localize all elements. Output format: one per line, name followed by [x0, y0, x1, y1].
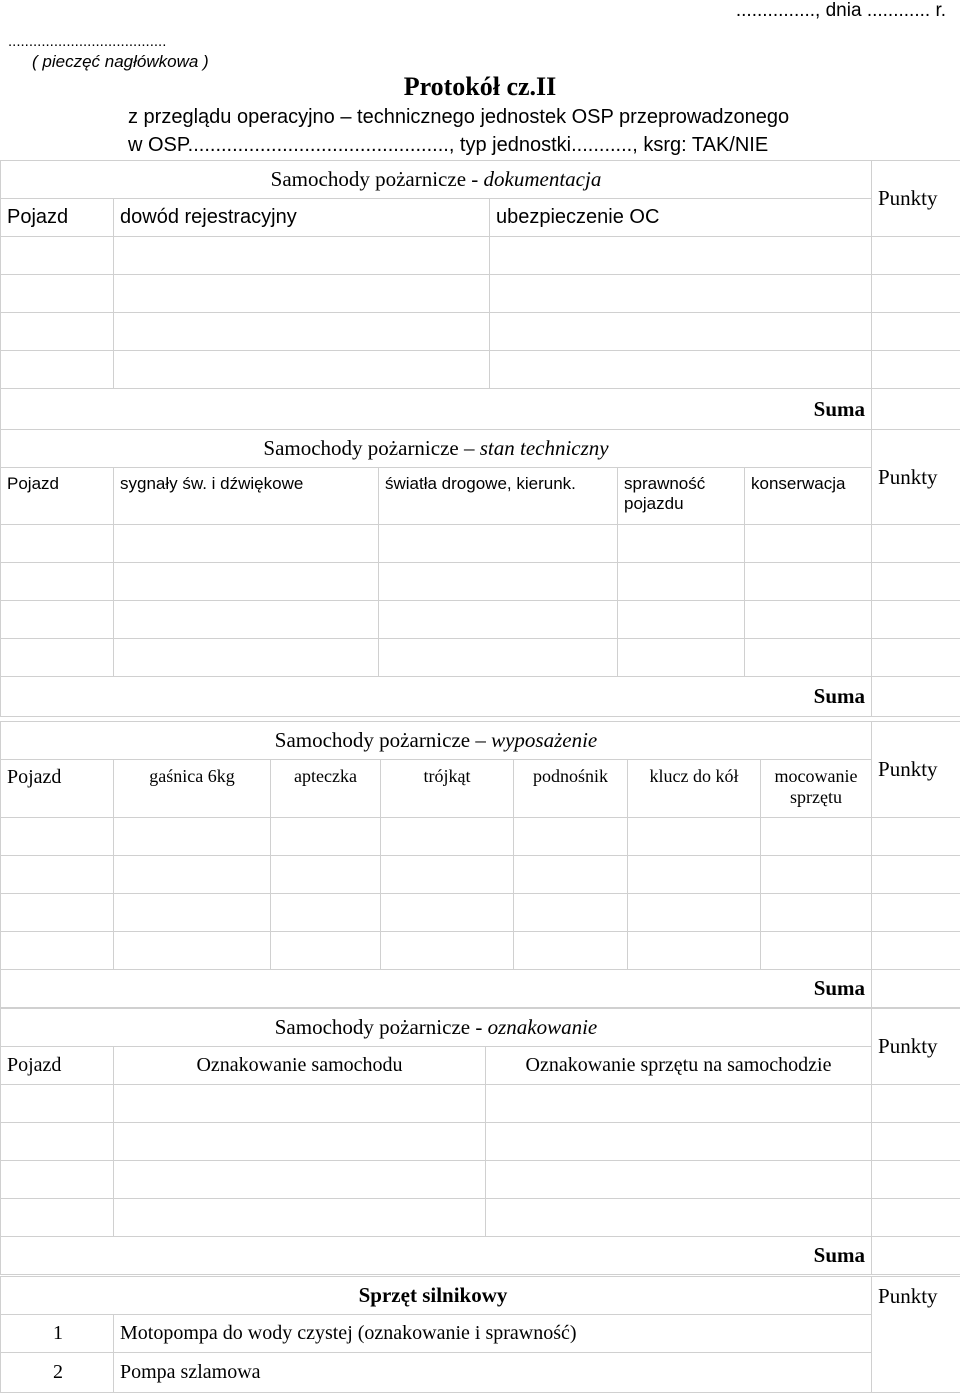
- cell[interactable]: [486, 1161, 872, 1199]
- suma-cell[interactable]: [872, 389, 960, 430]
- cell[interactable]: [745, 525, 872, 563]
- col-sygnaly: sygnały św. i dźwiękowe: [114, 468, 379, 525]
- cell[interactable]: [381, 932, 514, 970]
- table-row: [1, 601, 960, 639]
- table-row: [1, 1199, 960, 1237]
- table-row: [1, 932, 960, 970]
- cell[interactable]: [379, 525, 618, 563]
- section-title-stan-techniczny: Samochody pożarnicze – stan techniczny: [1, 430, 872, 468]
- table-row: [1, 1161, 960, 1199]
- cell[interactable]: [872, 237, 960, 275]
- cell[interactable]: [1, 313, 114, 351]
- cell[interactable]: [618, 525, 745, 563]
- suma-label: Suma: [1, 970, 872, 1008]
- cell[interactable]: [1, 1123, 114, 1161]
- row-label: Motopompa do wody czystej (oznakowanie i sprawność): [114, 1315, 872, 1353]
- section-title-dokumentacja: Samochody pożarnicze - dokumentacja: [1, 161, 872, 199]
- cell[interactable]: [490, 275, 872, 313]
- cell[interactable]: [872, 313, 960, 351]
- cell[interactable]: [486, 1123, 872, 1161]
- col-gasnica: gaśnica 6kg: [114, 760, 271, 818]
- cell[interactable]: [872, 639, 960, 677]
- cell[interactable]: [618, 639, 745, 677]
- subtitle-line-2: w OSP..............................................., typ jednostki..........., ksrg: TAK/NIE: [128, 134, 769, 156]
- cell[interactable]: [872, 525, 960, 563]
- cell[interactable]: [114, 525, 379, 563]
- document-title: Protokół cz.II: [403, 72, 557, 101]
- section-title-wyposazenie: Samochody pożarnicze – wyposażenie: [1, 722, 872, 760]
- cell[interactable]: [872, 1161, 960, 1199]
- cell[interactable]: [872, 601, 960, 639]
- col-sprawnosc: sprawność pojazdu: [618, 468, 745, 525]
- table-row: [1, 525, 960, 563]
- cell[interactable]: [1, 237, 114, 275]
- row-label: Pompa szlamowa: [114, 1353, 872, 1393]
- cell[interactable]: [381, 894, 514, 932]
- col-pojazd: Pojazd: [1, 1047, 114, 1085]
- table-row: [1, 351, 960, 389]
- cell[interactable]: [114, 1123, 486, 1161]
- suma-cell[interactable]: [872, 1237, 960, 1275]
- punkty-label: Punkty: [872, 1277, 960, 1393]
- cell[interactable]: [1, 525, 114, 563]
- cell[interactable]: [114, 313, 490, 351]
- cell[interactable]: [114, 1085, 486, 1123]
- cell[interactable]: [872, 856, 960, 894]
- cell[interactable]: [114, 1161, 486, 1199]
- suma-cell[interactable]: [872, 677, 960, 717]
- cell[interactable]: [114, 894, 271, 932]
- cell[interactable]: [271, 894, 381, 932]
- cell[interactable]: [271, 932, 381, 970]
- table-row: [1, 1353, 960, 1393]
- stamp-label: ( pieczęć nagłówkowa ): [32, 52, 209, 71]
- col-apteczka: apteczka: [271, 760, 381, 818]
- table-row: [1, 856, 960, 894]
- table-row: [1, 1315, 960, 1353]
- cell[interactable]: [761, 894, 872, 932]
- col-mocowanie: mocowanie sprzętu: [761, 760, 872, 818]
- table-row: [1, 1123, 960, 1161]
- cell[interactable]: [514, 818, 628, 856]
- cell[interactable]: [761, 818, 872, 856]
- table-row: [1, 275, 960, 313]
- cell[interactable]: [872, 818, 960, 856]
- cell[interactable]: [514, 932, 628, 970]
- table-wyposazenie: [0, 721, 960, 1008]
- cell[interactable]: [628, 818, 761, 856]
- row-number: 2: [1, 1353, 114, 1393]
- cell[interactable]: [745, 601, 872, 639]
- cell[interactable]: [114, 275, 490, 313]
- cell[interactable]: [514, 856, 628, 894]
- cell[interactable]: [271, 818, 381, 856]
- cell[interactable]: [114, 856, 271, 894]
- cell[interactable]: [872, 563, 960, 601]
- cell[interactable]: [379, 563, 618, 601]
- cell[interactable]: [1, 818, 114, 856]
- cell[interactable]: [514, 894, 628, 932]
- table-row: [1, 237, 960, 275]
- cell[interactable]: [1, 856, 114, 894]
- suma-label: Suma: [1, 1237, 872, 1275]
- section-title-sprzet-silnikowy: Sprzęt silnikowy: [1, 1277, 872, 1315]
- suma-label: Suma: [1, 389, 872, 430]
- punkty-label: Punkty: [872, 161, 960, 237]
- cell[interactable]: [1, 1161, 114, 1199]
- table-sprzet-silnikowy: [0, 1276, 960, 1393]
- cell[interactable]: [1, 1199, 114, 1237]
- table-row: [1, 1085, 960, 1123]
- cell[interactable]: [379, 601, 618, 639]
- cell[interactable]: [761, 932, 872, 970]
- col-podnosnik: podnośnik: [514, 760, 628, 818]
- cell[interactable]: [745, 563, 872, 601]
- section-title-oznakowanie: Samochody pożarnicze - oznakowanie: [1, 1009, 872, 1047]
- cell[interactable]: [745, 639, 872, 677]
- cell[interactable]: [628, 932, 761, 970]
- table-row: [1, 639, 960, 677]
- suma-cell[interactable]: [872, 970, 960, 1008]
- cell[interactable]: [379, 639, 618, 677]
- cell[interactable]: [1, 601, 114, 639]
- cell[interactable]: [872, 894, 960, 932]
- cell[interactable]: [114, 351, 490, 389]
- cell[interactable]: [872, 932, 960, 970]
- col-oznakowanie-samochodu: Oznakowanie samochodu: [114, 1047, 486, 1085]
- col-ubezpieczenie: ubezpieczenie OC: [490, 199, 872, 237]
- cell[interactable]: [872, 275, 960, 313]
- cell[interactable]: [872, 351, 960, 389]
- date-line: ..............., dnia ............ r.: [735, 0, 946, 21]
- cell[interactable]: [628, 856, 761, 894]
- punkty-label: Punkty: [872, 1009, 960, 1085]
- table-row: [1, 818, 960, 856]
- cell[interactable]: [114, 563, 379, 601]
- cell[interactable]: [490, 313, 872, 351]
- cell[interactable]: [1, 275, 114, 313]
- cell[interactable]: [381, 818, 514, 856]
- row-number: 1: [1, 1315, 114, 1353]
- table-row: [1, 894, 960, 932]
- col-klucz: klucz do kół: [628, 760, 761, 818]
- cell[interactable]: [618, 563, 745, 601]
- col-pojazd: Pojazd: [1, 468, 114, 525]
- cell[interactable]: [872, 1199, 960, 1237]
- col-dowod: dowód rejestracyjny: [114, 199, 490, 237]
- table-row: [1, 313, 960, 351]
- cell[interactable]: [114, 601, 379, 639]
- cell[interactable]: [114, 237, 490, 275]
- cell[interactable]: [490, 351, 872, 389]
- cell[interactable]: [872, 1085, 960, 1123]
- table-stan-techniczny: [0, 429, 960, 717]
- cell[interactable]: [114, 1199, 486, 1237]
- cell[interactable]: [381, 856, 514, 894]
- col-oznakowanie-sprzetu: Oznakowanie sprzętu na samochodzie: [486, 1047, 872, 1085]
- stamp-dots: ......................................: [8, 33, 167, 50]
- table-oznakowanie: [0, 1008, 960, 1275]
- col-pojazd: Pojazd: [1, 199, 114, 237]
- col-pojazd: Pojazd: [1, 760, 114, 818]
- table-row: [1, 563, 960, 601]
- punkty-label: Punkty: [872, 430, 960, 525]
- cell[interactable]: [1, 1085, 114, 1123]
- cell[interactable]: [114, 818, 271, 856]
- cell[interactable]: [1, 639, 114, 677]
- cell[interactable]: [486, 1085, 872, 1123]
- col-trojkat: trójkąt: [381, 760, 514, 818]
- suma-label: Suma: [1, 677, 872, 717]
- cell[interactable]: [1, 563, 114, 601]
- col-swiatla: światła drogowe, kierunk.: [379, 468, 618, 525]
- cell[interactable]: [1, 894, 114, 932]
- cell[interactable]: [872, 1123, 960, 1161]
- cell[interactable]: [618, 601, 745, 639]
- table-dokumentacja: [0, 160, 960, 430]
- subtitle-line-1: z przeglądu operacyjno – technicznego jednostek OSP przeprowadzonego: [128, 106, 790, 128]
- cell[interactable]: [114, 639, 379, 677]
- cell[interactable]: [486, 1199, 872, 1237]
- cell[interactable]: [761, 856, 872, 894]
- cell[interactable]: [1, 351, 114, 389]
- cell[interactable]: [1, 932, 114, 970]
- col-konserwacja: konserwacja: [745, 468, 872, 525]
- cell[interactable]: [271, 856, 381, 894]
- cell[interactable]: [490, 237, 872, 275]
- punkty-label: Punkty: [872, 722, 960, 818]
- cell[interactable]: [628, 894, 761, 932]
- cell[interactable]: [114, 932, 271, 970]
